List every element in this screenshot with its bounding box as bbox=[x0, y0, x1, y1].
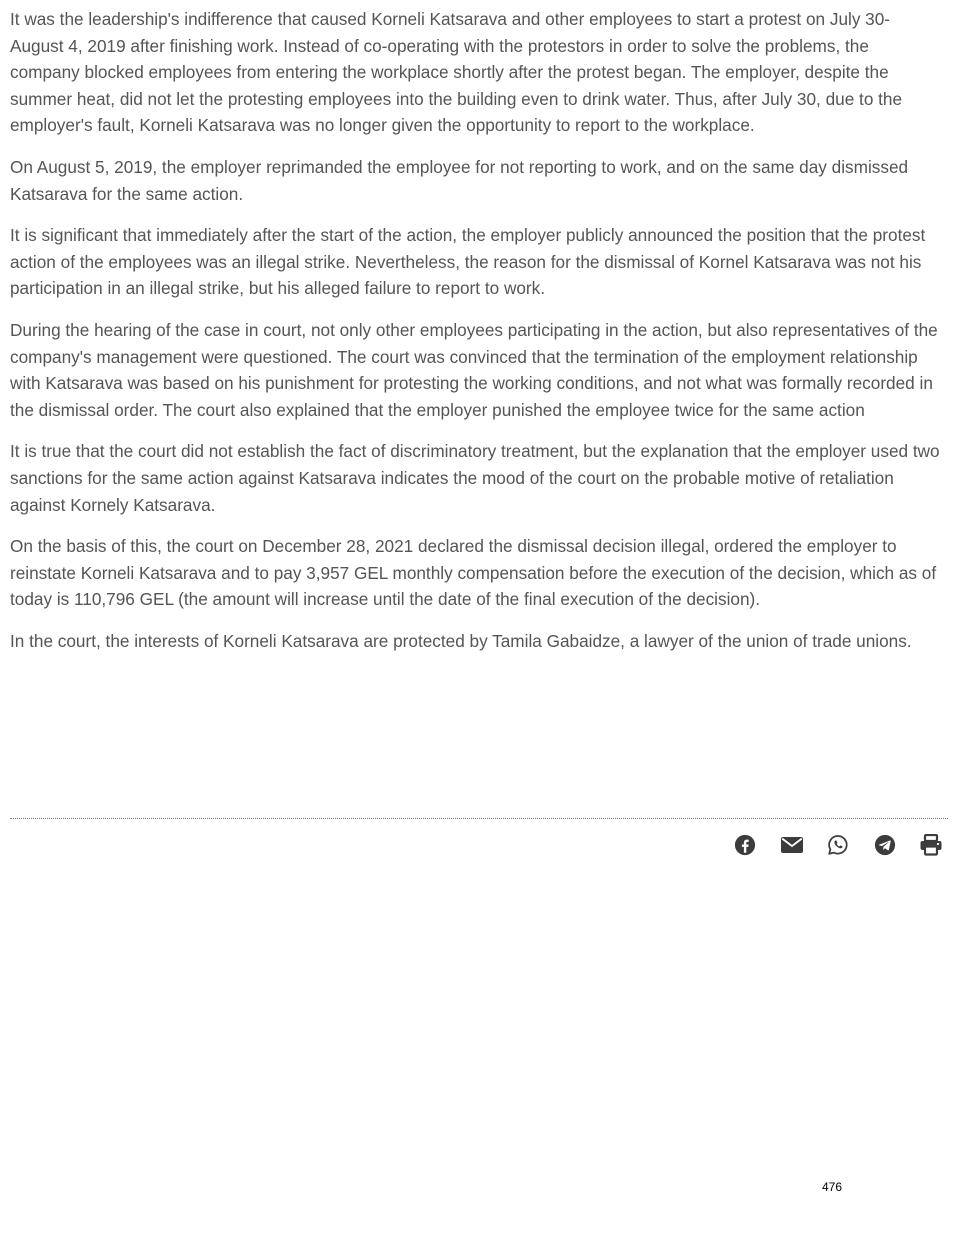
email-icon bbox=[780, 835, 804, 855]
article-body bbox=[10, 6, 940, 669]
share-print-button[interactable] bbox=[918, 832, 944, 858]
facebook-icon bbox=[734, 834, 756, 856]
article-paragraph: It is true that the court did not establish the fact of discriminatory treatment, but the explanation that the employer used two sanctions for the same action against Katsarava indicates the mood of the court on the probable motive of retaliation against Kornely Katsarava. bbox=[10, 441, 940, 515]
print-icon bbox=[919, 834, 943, 856]
share-email-button[interactable] bbox=[779, 832, 805, 858]
article-divider bbox=[10, 818, 948, 819]
share-whatsapp-button[interactable] bbox=[825, 832, 851, 858]
article-paragraph: On August 5, 2019, the employer reprimanded the employee for not reporting to work, and on the same day dismissed Katsarava for the same action. bbox=[10, 156, 909, 204]
article-paragraph: It is significant that immediately after the start of the action, the employer publicly announced the position that the protest action of the employees was an illegal strike. Nevertheless, the reason for the dismissal of Kornel Katsarava was not his participation in an illegal strike, but his alleged failure to report to work. bbox=[10, 225, 926, 299]
page-number: 476 bbox=[822, 1180, 843, 1194]
share-telegram-button[interactable] bbox=[872, 832, 898, 858]
share-bar bbox=[732, 832, 944, 858]
article-paragraph: During the hearing of the case in court, not only other employees participating in the action, but also representatives of the company's management were questioned. The court was convinced that the termination of the employment relationship with Katsarava was based on his punishment for protesting the working conditions, and not what was formally recorded in the dismissal order. The court also explained that the employer punished the employee twice for the same action bbox=[10, 319, 938, 420]
telegram-icon bbox=[874, 834, 896, 856]
article-paragraph: On the basis of this, the court on December 28, 2021 declared the dismissal decision illegal, ordered the employer to reinstate Korneli Katsarava and to pay 3,957 GEL monthly compensation before the execution of the decision, which as of today is 110,796 GEL (the amount will increase until the date of the final execution of the decision). bbox=[10, 536, 937, 610]
share-facebook-button[interactable] bbox=[732, 832, 758, 858]
article-paragraph: It was the leadership's indifference that caused Korneli Katsarava and other employees to start a protest on July 30-August 4, 2019 after finishing work. Instead of co-operating with the protestors in order to solve the problems, the company blocked employees from entering the workplace shortly after the protest began. The employer, despite the summer heat, did not let the protesting employees into the building even to drink water. Thus, after July 30, due to the employer's fault, Korneli Katsarava was no longer given the opportunity to report to the workplace. bbox=[10, 9, 903, 136]
article-paragraph: In the court, the interests of Korneli Katsarava are protected by Tamila Gabaidze, a lawyer of the union of trade unions. bbox=[10, 630, 912, 651]
whatsapp-icon bbox=[827, 834, 849, 856]
